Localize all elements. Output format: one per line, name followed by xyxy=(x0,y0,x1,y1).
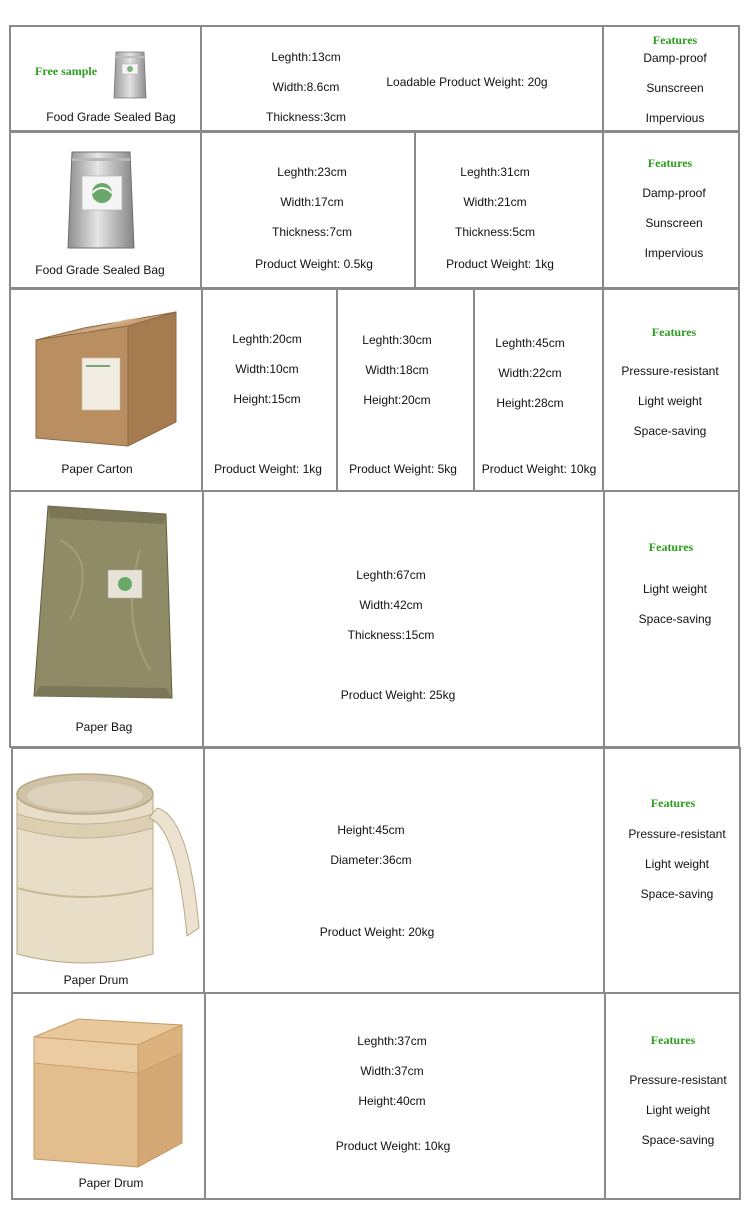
row-6-product-name: Paper Drum xyxy=(78,1176,144,1190)
row-5-weight: Product Weight: 20kg xyxy=(319,925,435,939)
row-2-spec-1-thickness: Thickness:7cm xyxy=(271,225,353,239)
small-foil-bag-image xyxy=(112,50,148,100)
row-3-feature-1: Pressure-resistant xyxy=(621,364,719,378)
row-4-features-heading: Features xyxy=(648,540,694,554)
row-2-feature-3: Impervious xyxy=(644,246,704,260)
row-1-width: Width:8.6cm xyxy=(272,80,340,94)
row-6-length: Leghth:37cm xyxy=(357,1034,427,1048)
row-4-width: Width:42cm xyxy=(359,598,423,612)
foil-bag-image xyxy=(66,150,136,250)
row-4-spec-cell xyxy=(202,490,605,748)
row-3-features-heading: Features xyxy=(651,325,697,339)
kraft-paper-bag-image xyxy=(30,500,180,710)
row-3-spec-1-width: Width:10cm xyxy=(235,362,299,376)
row-6-height: Height:40cm xyxy=(358,1094,426,1108)
row-6-feature-2: Light weight xyxy=(645,1103,711,1117)
row-1-product-name: Food Grade Sealed Bag xyxy=(46,110,176,124)
row-4-weight: Product Weight: 25kg xyxy=(340,688,456,702)
row-5-features-heading: Features xyxy=(650,796,696,810)
row-4-product-name: Paper Bag xyxy=(75,720,133,734)
row-1-features-heading: Features xyxy=(652,33,698,47)
row-3-spec-1-length: Leghth:20cm xyxy=(232,332,302,346)
row-3-spec-3-width: Width:22cm xyxy=(498,366,562,380)
row-6-features-heading: Features xyxy=(650,1033,696,1047)
row-6-weight: Product Weight: 10kg xyxy=(335,1139,451,1153)
row-2-features-heading: Features xyxy=(647,156,693,170)
row-2-spec-2-length: Leghth:31cm xyxy=(460,165,530,179)
row-2-features-cell xyxy=(602,131,740,289)
row-1-feature-1: Damp-proof xyxy=(643,51,707,65)
row-3-spec-1-height: Height:15cm xyxy=(233,392,301,406)
row-3-spec-1-weight: Product Weight: 1kg xyxy=(214,462,322,476)
row-5-diameter: Diameter:36cm xyxy=(330,853,412,867)
row-3-feature-2: Light weight xyxy=(637,394,703,408)
row-1-length: Leghth:13cm xyxy=(271,50,341,64)
round-paper-drum-image xyxy=(13,768,203,970)
row-1-weight: Loadable Product Weight: 20g xyxy=(386,75,548,89)
row-6-features-cell xyxy=(604,992,741,1200)
row-4-feature-1: Light weight xyxy=(642,582,708,596)
row-6-feature-1: Pressure-resistant xyxy=(629,1073,727,1087)
row-3-spec-3-weight: Product Weight: 10kg xyxy=(481,462,597,476)
row-1-thickness: Thickness:3cm xyxy=(265,110,347,124)
row-6-width: Width:37cm xyxy=(360,1064,424,1078)
row-2-feature-1: Damp-proof xyxy=(642,186,706,200)
row-3-spec-2-height: Height:20cm xyxy=(363,393,431,407)
row-3-spec-3-length: Leghth:45cm xyxy=(495,336,565,350)
row-6-feature-3: Space-saving xyxy=(641,1133,715,1147)
row-5-feature-3: Space-saving xyxy=(640,887,714,901)
row-5-product-name: Paper Drum xyxy=(63,973,129,987)
row-3-product-name: Paper Carton xyxy=(61,462,133,476)
row-5-spec-cell xyxy=(203,747,605,994)
row-5-feature-2: Light weight xyxy=(644,857,710,871)
row-2-spec-1-width: Width:17cm xyxy=(280,195,344,209)
row-2-spec-1-weight: Product Weight: 0.5kg xyxy=(255,257,373,271)
row-3-feature-3: Space-saving xyxy=(633,424,707,438)
row-3-spec-2-weight: Product Weight: 5kg xyxy=(349,462,457,476)
row-3-features-cell xyxy=(602,288,740,492)
row-1-feature-3: Impervious xyxy=(645,111,705,125)
row-2-spec-2-width: Width:21cm xyxy=(463,195,527,209)
row-2-spec-2-weight: Product Weight: 1kg xyxy=(446,257,554,271)
row-4-feature-2: Space-saving xyxy=(638,612,712,626)
row-3-spec-3-height: Height:28cm xyxy=(496,396,564,410)
row-4-thickness: Thickness:15cm xyxy=(347,628,435,642)
row-2-spec-1-length: Leghth:23cm xyxy=(277,165,347,179)
row-2-spec-2-thickness: Thickness:5cm xyxy=(454,225,536,239)
row-5-height: Height:45cm xyxy=(337,823,405,837)
cardboard-carton-image xyxy=(32,298,182,448)
row-2-feature-2: Sunscreen xyxy=(645,216,703,230)
row-3-spec-2-length: Leghth:30cm xyxy=(362,333,432,347)
free-sample-label: Free sample xyxy=(35,64,98,78)
square-paper-drum-image xyxy=(28,1015,188,1171)
row-5-feature-1: Pressure-resistant xyxy=(628,827,726,841)
row-2-product-name: Food Grade Sealed Bag xyxy=(35,263,165,277)
row-3-spec-2-width: Width:18cm xyxy=(365,363,429,377)
row-1-feature-2: Sunscreen xyxy=(646,81,704,95)
row-4-length: Leghth:67cm xyxy=(356,568,426,582)
